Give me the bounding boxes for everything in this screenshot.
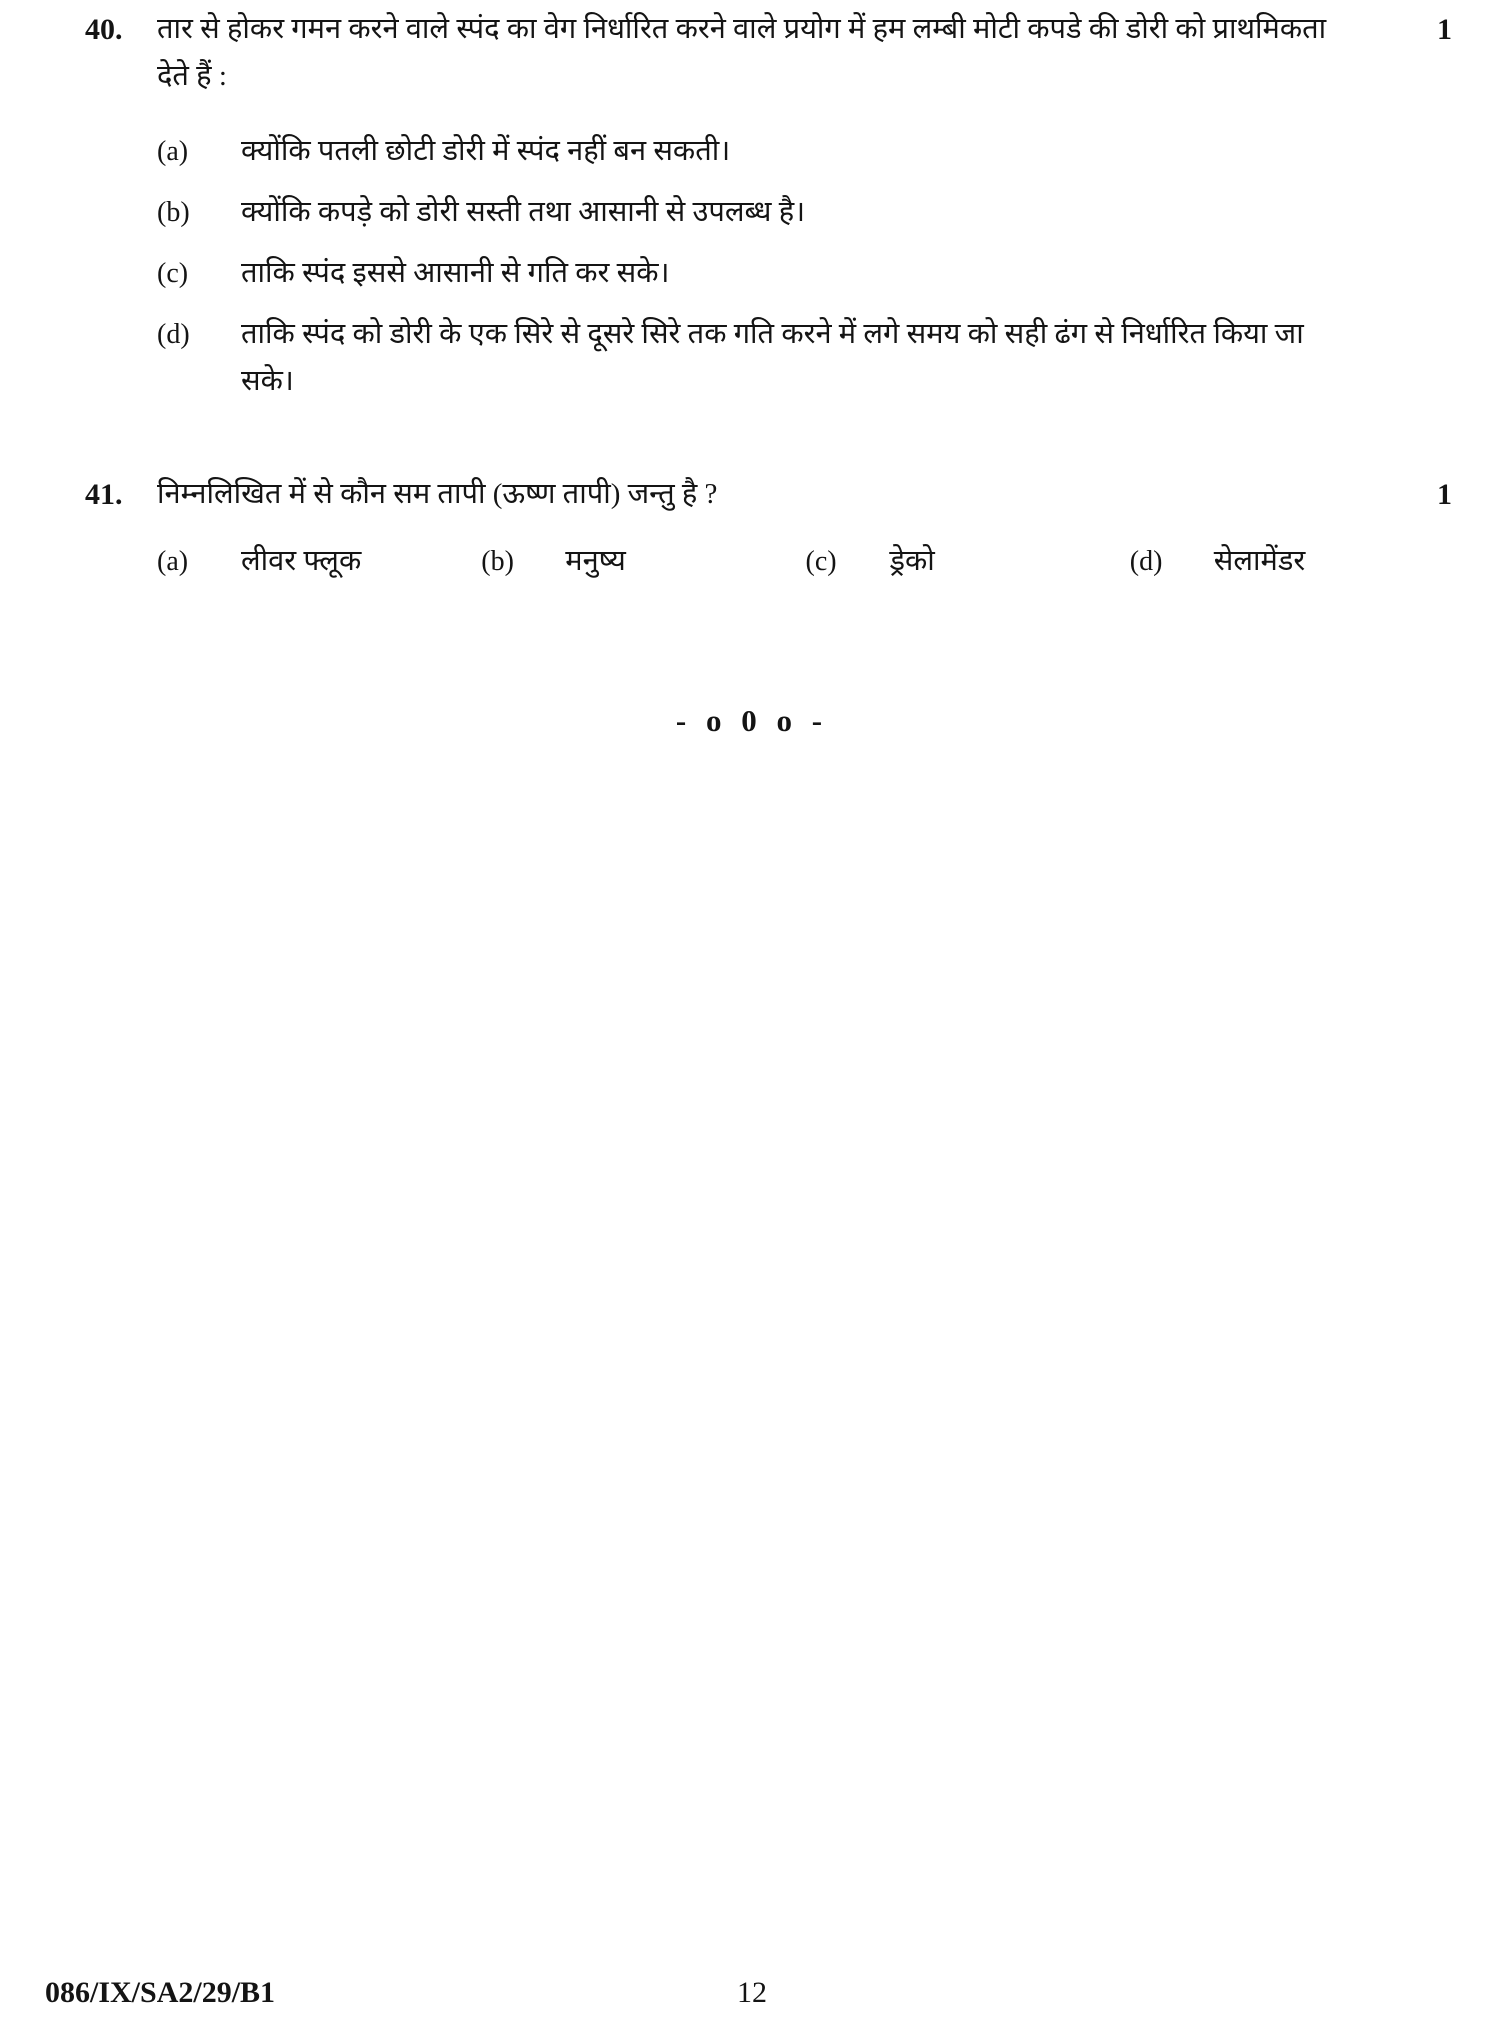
page-footer: [0, 1970, 1504, 2010]
option-text: ड्रेको: [889, 545, 935, 577]
option-text: लीवर फ्लूक: [241, 545, 362, 577]
option-text: सेलामेंडर: [1213, 545, 1306, 577]
option-text: क्योंकि पतली छोटी डोरी में स्पंद नहीं बन सकती।: [241, 135, 731, 167]
question-41-head: [85, 471, 1454, 518]
question-text: तार से होकर गमन करने वाले स्पंद का वेग निर्धारित करने वाले प्रयोग में हम लम्बी मोटी कपडे की डोरी को प्राथमिकता देते हैं :: [157, 13, 1327, 92]
option-text: ताकि स्पंद को डोरी के एक सिरे से दूसरे सिरे तक गति करने में लगे समय को सही ढंग से निर्धारित किया जा सके।: [241, 318, 1304, 397]
option-label: (c): [157, 258, 189, 289]
question-41-options: [157, 538, 1454, 585]
option-label: (a): [157, 546, 189, 577]
option-text: मनुष्य: [565, 545, 626, 577]
option-label: (a): [157, 136, 189, 167]
marks-value: 1: [1437, 13, 1452, 46]
paper-code: 086/IX/SA2/29/B1: [45, 1976, 276, 2009]
option-label: (d): [157, 319, 190, 350]
option-text: क्योंकि कपड़े को डोरी सस्ती तथा आसानी से उपलब्ध है।: [241, 196, 806, 228]
question-40: [0, 6, 1504, 405]
option-c: [157, 250, 1454, 297]
option-a: [157, 538, 481, 585]
option-d: [157, 311, 1454, 405]
question-text: निम्नलिखित में से कौन सम तापी (ऊष्ण तापी) जन्तु है ?: [157, 478, 718, 510]
option-c: [806, 538, 1130, 585]
question-number: 41.: [85, 478, 123, 511]
question-40-options: [157, 128, 1454, 405]
question-number: 40.: [85, 13, 123, 46]
option-d: [1130, 538, 1454, 585]
option-label: (d): [1129, 546, 1163, 577]
option-a: [157, 128, 1454, 175]
option-label: (b): [157, 197, 190, 228]
option-label: (c): [805, 546, 837, 577]
option-text: ताकि स्पंद इससे आसानी से गति कर सके।: [241, 257, 670, 289]
marks-value: 1: [1437, 478, 1452, 511]
question-40-head: [85, 6, 1454, 100]
end-of-paper-divider: - o 0 o -: [675, 703, 829, 738]
option-b: [157, 189, 1454, 236]
option-b: [481, 538, 805, 585]
question-41: [0, 471, 1504, 585]
option-label: (b): [481, 546, 514, 577]
page-number: 12: [737, 1976, 767, 2009]
